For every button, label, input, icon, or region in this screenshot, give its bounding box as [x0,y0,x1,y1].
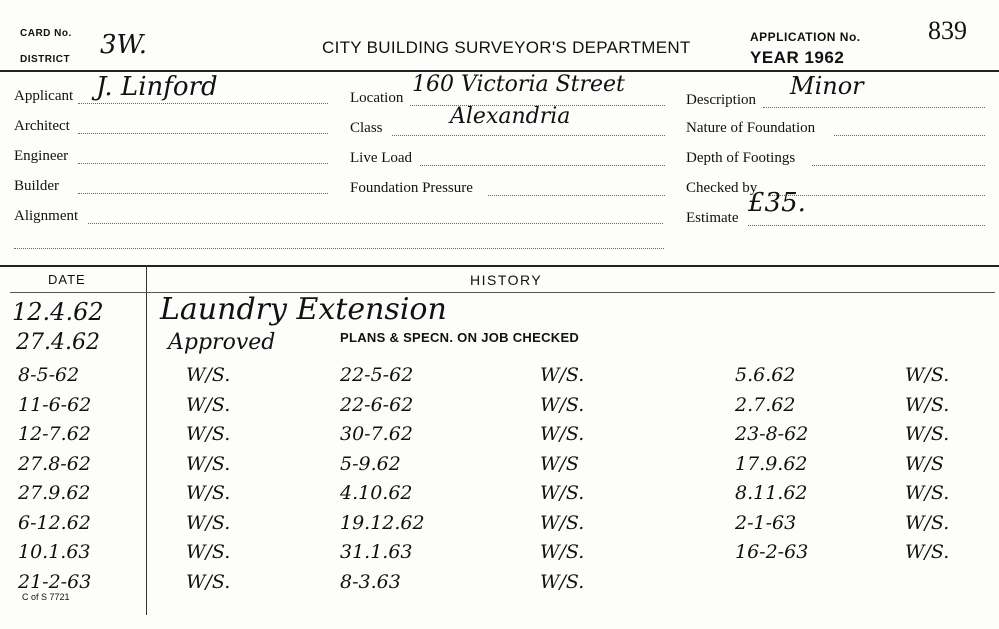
depth-of-footings-label: Depth of Footings [686,150,796,166]
history-top-rule [0,265,999,267]
date-header: DATE [48,272,86,287]
inspector-initials: W/S. [905,511,950,534]
form-code: C of S 7721 [22,592,70,602]
inspector-initials: W/S. [186,511,231,534]
applicant-line [78,103,328,104]
inspector-initials: W/S [540,452,579,475]
card-no-label: CARD No. [20,28,72,39]
inspection-date: 8-5-62 [18,364,80,386]
nature-of-foundation-label: Nature of Foundation [686,120,816,136]
inspection-date: 27.8-62 [18,452,91,475]
blank-line-left [14,248,664,249]
inspector-initials: W/S [905,452,944,475]
department-title: CITY BUILDING SURVEYOR'S DEPARTMENT [322,38,691,57]
estimate-line [748,225,985,226]
inspection-date: 2.7.62 [735,393,796,416]
estimate-label: Estimate [686,210,739,226]
checked-by-label: Checked by [686,180,758,196]
inspector-initials: W/S. [540,570,585,593]
live-load-line [420,165,665,166]
inspection-date: 16-2-63 [735,541,809,563]
description-line [763,107,985,108]
inspection-date: 11-6-62 [18,393,92,416]
foundation-pressure-label: Foundation Pressure [350,180,473,196]
inspector-initials: W/S. [540,364,585,386]
inspection-date: 22-6-62 [340,393,414,416]
inspection-date: 17.9.62 [735,452,808,475]
inspector-initials: W/S. [905,482,950,504]
inspection-date: 31.1.63 [340,541,413,563]
location-label: Location [350,90,404,106]
inspector-initials: W/S. [905,393,950,416]
inspector-initials: W/S. [540,393,585,416]
live-load-label: Live Load [350,150,413,166]
applicant-label: Applicant [14,88,74,104]
inspector-initials: W/S. [186,364,231,386]
year-label: YEAR 1962 [750,48,845,67]
estimate-value: £35. [748,188,806,218]
depth-line [812,165,985,166]
district-value: 3W. [100,30,147,60]
inspector-initials: W/S. [540,482,585,504]
description-value: Minor [790,72,864,100]
inspection-date: 5-9.62 [340,452,401,475]
row1-date: 12.4.62 [12,298,104,326]
row1-text: Laundry Extension [160,292,447,327]
inspector-initials: W/S. [186,541,231,563]
engineer-label: Engineer [14,148,69,164]
history-header: HISTORY [470,272,543,288]
district-label: DISTRICT [20,54,71,65]
inspector-initials: W/S. [540,423,585,445]
inspection-date: 10.1.63 [18,541,91,563]
engineer-line [78,163,328,164]
alignment-label: Alignment [14,208,79,224]
inspection-date: 19.12.62 [340,511,425,534]
class-line [392,135,665,136]
foundation-pressure-line [488,195,665,196]
class-label: Class [350,120,383,136]
inspection-date: 22-5-62 [340,364,414,386]
date-column-divider [146,265,147,615]
inspector-initials: W/S. [905,541,950,563]
architect-label: Architect [14,118,70,134]
architect-line [78,133,328,134]
inspection-date: 2-1-63 [735,511,797,534]
builder-label: Builder [14,178,59,194]
inspector-initials: W/S. [905,364,950,386]
inspector-initials: W/S. [540,511,585,534]
application-number: 839 [928,16,967,45]
inspection-date: 8.11.62 [735,482,808,504]
inspection-date: 4.10.62 [340,482,413,504]
nature-line [834,135,985,136]
history-header-rule [10,292,995,293]
inspector-initials: W/S. [186,482,231,504]
builder-line [78,193,328,194]
row2-date: 27.4.62 [16,330,100,355]
application-label: APPLICATION No. [750,30,861,44]
applicant-value: J. Linford [96,72,218,102]
inspector-initials: W/S. [186,570,231,593]
inspector-initials: W/S. [186,452,231,475]
plans-checked-stamp: PLANS & SPECN. ON JOB CHECKED [340,330,580,345]
row2-text: Approved [168,330,276,355]
inspection-date: 21-2-63 [18,570,92,593]
inspection-date: 23-8-62 [735,423,809,445]
inspector-initials: W/S. [186,393,231,416]
description-label: Description [686,92,756,108]
inspection-date: 30-7.62 [340,423,413,445]
alignment-line [88,223,663,224]
location-value-line2: Alexandria [450,104,571,129]
inspector-initials: W/S. [540,541,585,563]
inspector-initials: W/S. [186,423,231,445]
inspection-date: 5.6.62 [735,364,796,386]
inspection-date: 8-3.63 [340,570,401,593]
inspector-initials: W/S. [905,423,950,445]
location-value-line1: 160 Victoria Street [412,72,625,97]
inspection-date: 6-12.62 [18,511,91,534]
inspection-date: 12-7.62 [18,423,91,445]
inspection-date: 27.9.62 [18,482,91,504]
